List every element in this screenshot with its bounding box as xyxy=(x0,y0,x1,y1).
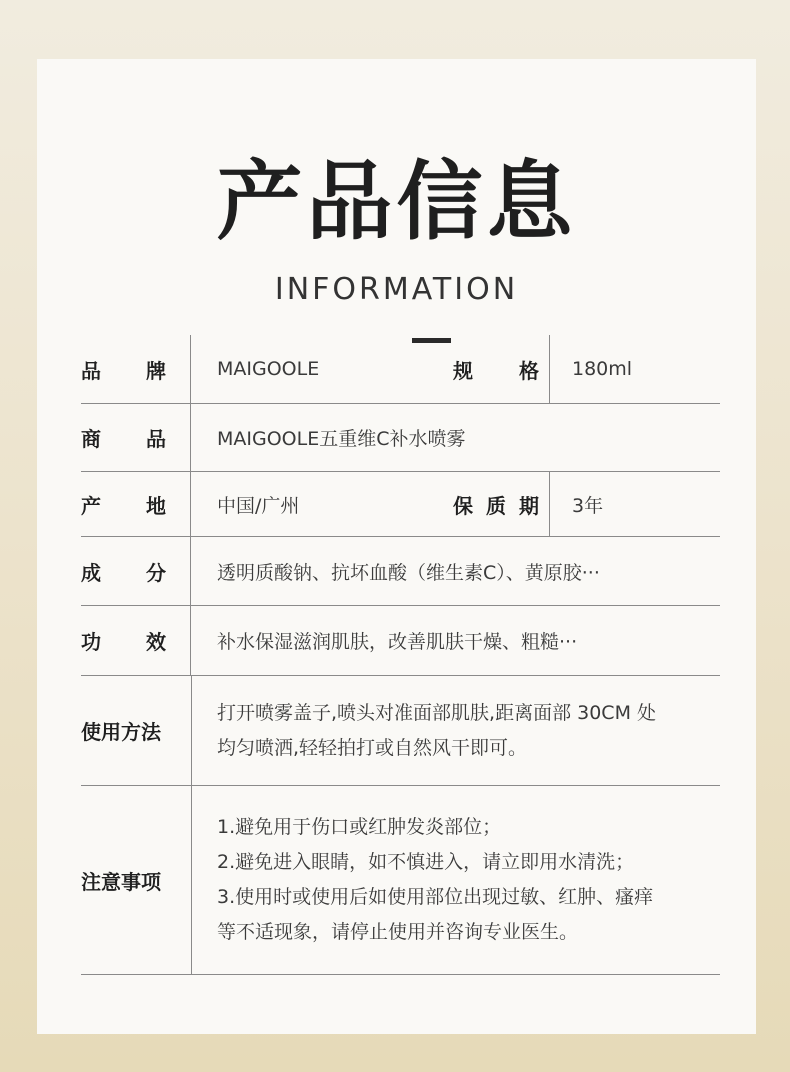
value-effect: 补水保湿滋润肌肤，改善肌肤干燥、粗糙··· xyxy=(217,631,578,653)
usage-line: 均匀喷洒,轻轻拍打或自然风干即可。 xyxy=(217,736,528,759)
note-line: 1.避免用于伤口或红肿发炎部位； xyxy=(217,816,502,838)
table-row-brand xyxy=(81,335,720,404)
column-divider xyxy=(549,335,550,403)
table-row-usage xyxy=(81,676,720,786)
value-usage xyxy=(217,676,720,785)
value-notes xyxy=(217,786,720,974)
column-divider xyxy=(549,472,550,536)
note-line: 等不适现象，请停止使用并咨询专业医生。 xyxy=(217,921,579,943)
page-title: 产品信息 xyxy=(216,152,577,252)
label-notes: 注意事项 xyxy=(81,786,192,974)
info-table xyxy=(81,335,720,975)
usage-line: 打开喷雾盖子,喷头对准面部肌肤,距离面部 30CM 处 xyxy=(217,701,656,724)
table-row-ingredients xyxy=(81,537,720,606)
label-spec: 规 格 xyxy=(453,358,539,383)
label-effect: 功 效 xyxy=(81,606,191,675)
table-row-effect xyxy=(81,606,720,676)
label-origin: 产 地 xyxy=(81,472,191,536)
page-subtitle: INFORMATION xyxy=(274,272,519,307)
label-brand: 品 牌 xyxy=(81,335,191,403)
label-usage: 使用方法 xyxy=(81,676,192,785)
value-shelf-life: 3年 xyxy=(572,494,604,517)
note-line: 2.避免进入眼睛，如不慎进入，请立即用水清洗； xyxy=(217,851,635,873)
table-row-notes xyxy=(81,786,720,975)
value-brand: MAIGOOLE xyxy=(217,358,320,380)
value-product: MAIGOOLE五重维C补水喷雾 xyxy=(217,428,466,450)
note-line: 3.使用时或使用后如使用部位出现过敏、红肿、瘙痒 xyxy=(217,886,654,908)
table-row-origin xyxy=(81,472,720,537)
label-shelf-life: 保 质 期 xyxy=(453,493,539,518)
label-ingredients: 成 分 xyxy=(81,537,191,605)
value-ingredients: 透明质酸钠、抗坏血酸（维生素C）、黄原胶··· xyxy=(217,561,600,584)
label-product: 商 品 xyxy=(81,404,191,471)
value-spec: 180ml xyxy=(572,358,633,380)
value-origin: 中国/广州 xyxy=(217,494,300,517)
table-row-product xyxy=(81,404,720,472)
